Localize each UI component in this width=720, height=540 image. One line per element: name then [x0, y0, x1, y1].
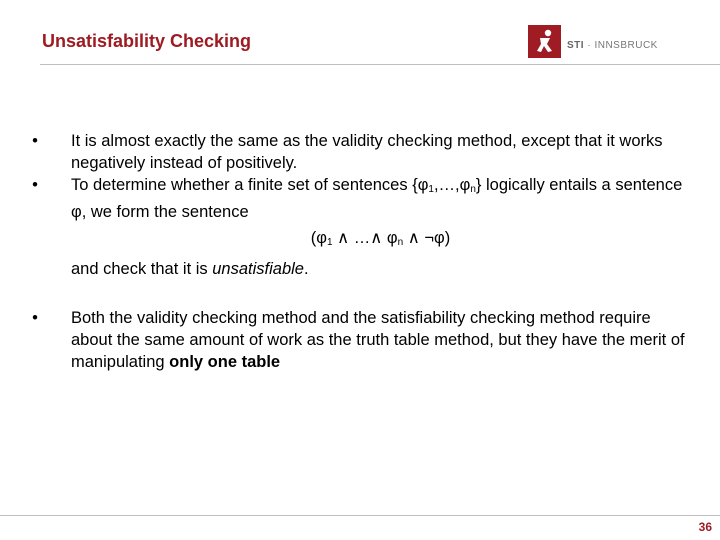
bullet-item — [30, 307, 690, 373]
bullet-marker: • — [32, 132, 38, 150]
followup-text: and check that it is unsatisfiable. — [71, 260, 309, 278]
header-divider — [40, 64, 720, 65]
slide-title: Unsatisfability Checking — [42, 31, 252, 51]
bullet-marker: • — [32, 176, 38, 194]
sti-figure-icon — [528, 25, 561, 58]
bullet-item — [30, 130, 690, 174]
slide-body — [30, 130, 690, 373]
logo-text: STI · INNSBRUCK — [567, 40, 658, 51]
page-number: 36 — [698, 520, 712, 534]
bullet-marker: • — [32, 309, 38, 327]
bullet-text: To determine whether a finite set of sentences $\{\varphi_1,\dots,\varphi_n\}$ logically entails a sentence φ, we form the sentence — [71, 176, 683, 221]
bullet-item — [30, 174, 690, 223]
sti-innsbruck-logo — [528, 25, 678, 59]
formula: ($\varphi_1$ ∧ …∧ $\varphi_n$ ∧ ¬φ) — [310, 229, 451, 248]
bullet-text: Both the validity checking method and the satisfiability checking method require about the same amount of work as the truth table method, but they have the merit of manipulating only one table — [71, 309, 685, 371]
bullet-text: It is almost exactly the same as the validity checking method, except that it works negatively instead of positively. — [71, 132, 663, 172]
footer-divider — [0, 515, 720, 516]
